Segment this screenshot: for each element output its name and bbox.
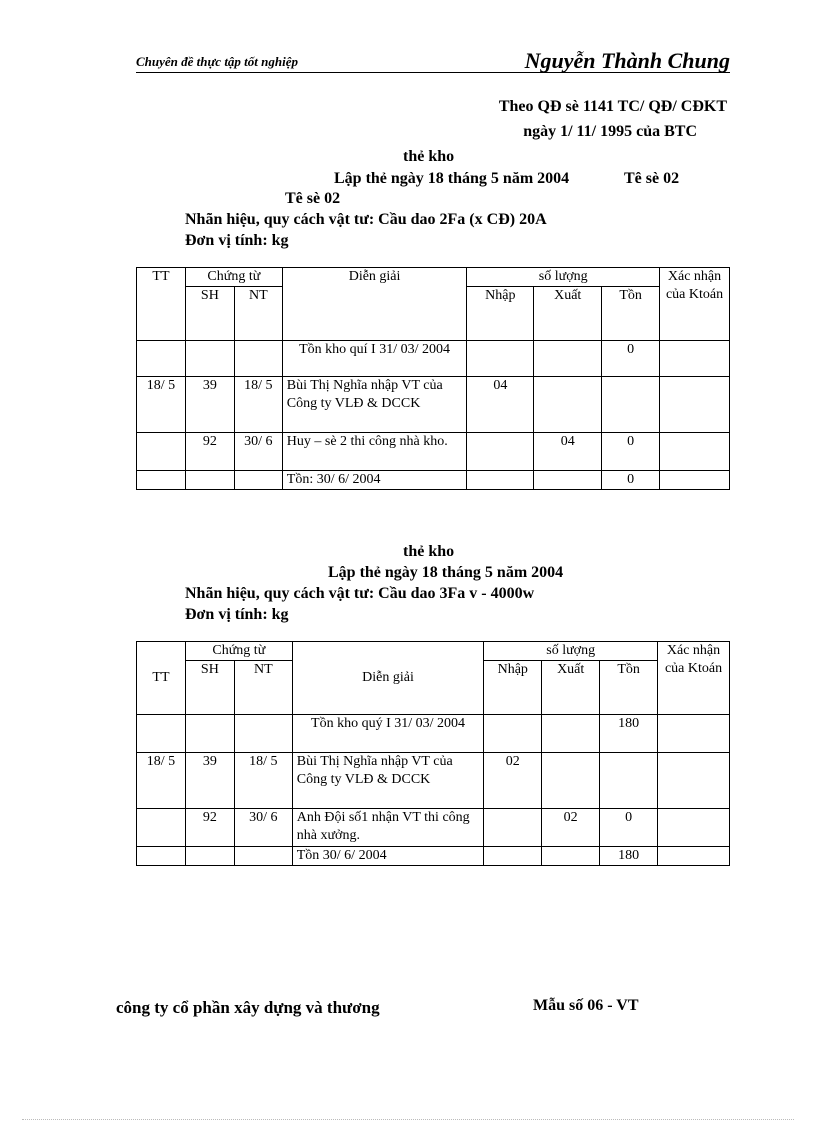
cell-nhap [467,341,534,377]
card2-table [136,641,730,866]
cell-nt: 18/ 5 [234,377,282,433]
cell-dien-giai: Huy – sè 2 thi công nhà kho. [282,433,467,471]
cell-xuat [534,377,602,433]
page-header-left: Chuyên đề thực tập tốt nghiệp [136,54,298,69]
header-xuat: Xuất [534,287,602,341]
card2-unit-line: Đơn vị tính: kg [185,606,289,623]
cell-ton [600,753,658,809]
header-nt: NT [234,287,282,341]
card1-date: Lập thẻ ngày 18 tháng 5 năm 2004 [334,170,570,187]
card1-title: thẻ kho [403,148,455,165]
cell-dien-giai: Tồn: 30/ 6/ 2004 [282,471,467,490]
cell-xac-nhan [658,847,730,866]
header-sh: SH [185,661,234,715]
cell-sh: 92 [185,433,234,471]
header-ton: Tồn [602,287,660,341]
cell-tt [137,433,186,471]
cell-xac-nhan [660,433,730,471]
cell-nt [234,715,292,753]
cell-tt [137,847,186,866]
cell-ton [602,377,660,433]
cell-sh: 39 [185,377,234,433]
header-xac-nhan: Xác nhận của Ktoán [660,268,730,341]
cell-xuat: 02 [542,809,600,847]
author-name: Nguyễn Thành Chung [524,48,730,73]
cell-sh [185,341,234,377]
cell-dien-giai: Tồn kho quí I 31/ 03/ 2004 [282,341,467,377]
header-chung-tu: Chứng từ [185,642,292,661]
table-row [137,471,730,490]
header-tt: TT [137,642,186,715]
table-row [137,433,730,471]
cell-tt [137,341,186,377]
cell-xac-nhan [658,753,730,809]
cell-xuat [542,847,600,866]
cell-nt: 18/ 5 [234,753,292,809]
cell-xuat [534,471,602,490]
cell-ton: 180 [600,715,658,753]
header-so-luong: số lượng [467,268,660,287]
card1-sheet-no-right: Tê sè 02 [624,170,680,187]
card2-date: Lập thẻ ngày 18 tháng 5 năm 2004 [328,564,564,581]
cell-nt: 30/ 6 [234,809,292,847]
cell-xac-nhan [660,471,730,490]
cell-xac-nhan [658,809,730,847]
header-tt: TT [137,268,186,341]
header-nhap: Nhập [484,661,542,715]
cell-nhap [484,847,542,866]
cell-xac-nhan [660,341,730,377]
cell-tt [137,471,186,490]
cell-dien-giai: Tồn kho quý I 31/ 03/ 2004 [292,715,484,753]
cell-ton: 0 [602,471,660,490]
decision-line-2: ngày 1/ 11/ 1995 của BTC [523,123,697,140]
cell-nt [234,847,292,866]
cell-dien-giai: Anh Đội số1 nhận VT thi công nhà xưởng. [292,809,484,847]
table-header-row [137,642,730,661]
cell-xac-nhan [658,715,730,753]
cell-ton: 0 [600,809,658,847]
cell-nt [234,471,282,490]
cell-nhap [484,715,542,753]
footer-company: công ty cổ phần xây dựng và thương [116,998,380,1017]
decision-line-1: Theo QĐ sè 1141 TC/ QĐ/ CĐKT [498,98,727,115]
footer-form-no: Mẫu số 06 - VT [533,997,639,1014]
cell-nhap [467,433,534,471]
header-nhap: Nhập [467,287,534,341]
cell-ton: 0 [602,433,660,471]
header-dien-giai: Diễn giải [292,642,484,715]
cell-dien-giai: Bùi Thị Nghĩa nhập VT của Công ty VLĐ & DCCK [282,377,467,433]
cell-xuat: 04 [534,433,602,471]
cell-tt [137,715,186,753]
card1-label-line: Nhãn hiệu, quy cách vật tư: Cầu dao 2Fa (x CĐ) 20A [185,211,547,228]
cell-ton: 180 [600,847,658,866]
cell-ton: 0 [602,341,660,377]
cell-nhap: 04 [467,377,534,433]
header-dien-giai: Diễn giải [282,268,467,341]
table-row [137,753,730,809]
table-row [137,715,730,753]
cell-nt: 30/ 6 [234,433,282,471]
table-row [137,341,730,377]
cell-tt [137,809,186,847]
header-nt: NT [234,661,292,715]
table-row [137,809,730,847]
cell-sh: 39 [185,753,234,809]
header-sh: SH [185,287,234,341]
cell-nhap: 02 [484,753,542,809]
cell-sh [185,715,234,753]
header-ton: Tồn [600,661,658,715]
header-xuat: Xuất [542,661,600,715]
card1-unit-line: Đơn vị tính: kg [185,232,289,249]
header-so-luong: số lượng [484,642,658,661]
card1-table [136,267,730,490]
cell-xuat [542,753,600,809]
cell-nhap [467,471,534,490]
page-bottom-divider [22,1119,794,1120]
header-xac-nhan: Xác nhận của Ktoán [658,642,730,715]
cell-xuat [534,341,602,377]
cell-tt: 18/ 5 [137,753,186,809]
table-row [137,377,730,433]
card1-sheet-no-left: Tê sè 02 [285,190,341,207]
cell-xac-nhan [660,377,730,433]
cell-nhap [484,809,542,847]
table-header-row [137,268,730,287]
header-chung-tu: Chứng từ [185,268,282,287]
cell-sh: 92 [185,809,234,847]
cell-tt: 18/ 5 [137,377,186,433]
table-row [137,847,730,866]
cell-nt [234,341,282,377]
cell-sh [185,471,234,490]
card2-label-line: Nhãn hiệu, quy cách vật tư: Cầu dao 3Fa v - 4000w [185,585,535,602]
header-underline [136,72,730,73]
cell-dien-giai: Bùi Thị Nghĩa nhập VT của Công ty VLĐ & DCCK [292,753,484,809]
card2-title: thẻ kho [403,543,455,560]
cell-sh [185,847,234,866]
cell-dien-giai: Tồn 30/ 6/ 2004 [292,847,484,866]
cell-xuat [542,715,600,753]
